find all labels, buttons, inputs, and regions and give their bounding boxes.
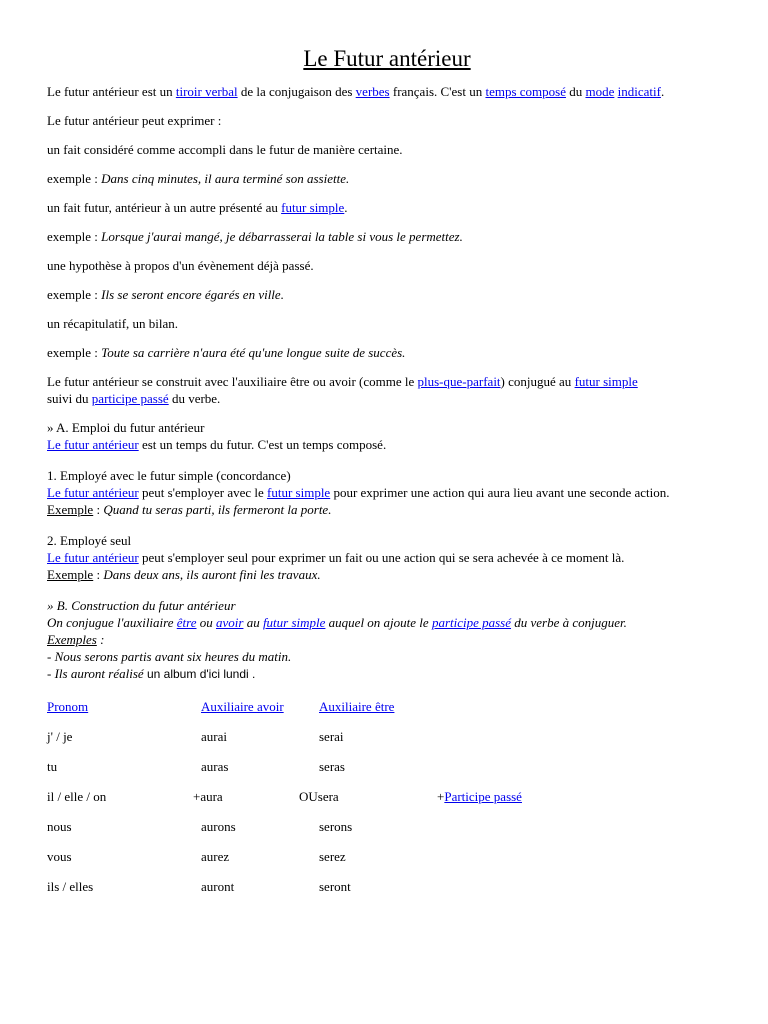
text: : [96, 632, 105, 647]
point-2-text [47, 549, 727, 566]
use-4: un récapitulatif, un bilan. [47, 316, 179, 331]
link-futur-anterieur[interactable]: Le futur antérieur [47, 437, 139, 452]
point-1 [47, 467, 727, 518]
point-2-heading: 2. Employé seul [47, 533, 132, 548]
link-participe-passe[interactable]: participe passé [91, 391, 169, 406]
table-cell [437, 729, 522, 759]
table-header-cell [47, 699, 201, 729]
table-cell [437, 849, 522, 879]
text: de la conjugaison des [237, 84, 356, 99]
point-2-example [47, 566, 727, 583]
cell-text: +aura [193, 789, 223, 804]
exemple-line-2 [47, 665, 727, 683]
page-title: Le Futur antérieur [303, 46, 471, 71]
section-a [47, 419, 727, 453]
table-header-row [47, 699, 522, 729]
link-futur-simple[interactable]: futur simple [574, 374, 638, 389]
link-futur-simple[interactable]: futur simple [267, 485, 331, 500]
text: suivi du [47, 391, 92, 406]
point-1-example [47, 501, 727, 518]
table-cell: tu [47, 759, 58, 774]
text: peut s'employer seul pour exprimer un fait ou une action qui se sera achevée à ce moment là. [138, 550, 625, 565]
example-2 [47, 228, 727, 245]
text: ou [196, 615, 216, 630]
use-1: un fait considéré comme accompli dans le futur de manière certaine. [47, 142, 403, 157]
example-label: exemple : [47, 229, 102, 244]
section-a-heading: » A. Emploi du futur antérieur [47, 420, 205, 435]
section-a-text [47, 436, 727, 453]
text: est un temps du futur. C'est un temps composé. [138, 437, 387, 452]
text: . [344, 200, 348, 215]
link-futur-simple[interactable]: futur simple [262, 615, 326, 630]
cell-text: OUsera [299, 789, 339, 804]
table-cell: aurons [201, 819, 236, 834]
table-cell: seront [319, 879, 351, 894]
table-row [47, 729, 522, 759]
table-header-cell [319, 699, 437, 729]
text: français. C'est un [389, 84, 486, 99]
table-cell: ils / elles [47, 879, 94, 894]
table-cell: vous [47, 849, 72, 864]
example-text: Lorsque j'aurai mangé, je débarrasserai la table si vous le permettez. [101, 229, 463, 244]
table-cell [299, 789, 437, 819]
link-tiroir-verbal[interactable]: tiroir verbal [175, 84, 238, 99]
table-cell: auras [201, 759, 229, 774]
exemples-label [47, 631, 727, 648]
text: Le futur antérieur se construit avec l'auxiliaire être ou avoir (comme le [47, 374, 418, 389]
link-verbes[interactable]: verbes [355, 84, 390, 99]
example-label: exemple : [47, 287, 102, 302]
section-b-text [47, 614, 727, 631]
table-cell: il / elle / on [47, 789, 107, 804]
point-1-heading: 1. Employé avec le futur simple (concordance) [47, 468, 291, 483]
use-3: une hypothèse à propos d'un évènement déjà passé. [47, 258, 314, 273]
text: On conjugue l'auxiliaire [47, 615, 177, 630]
example-label: exemple : [47, 345, 102, 360]
table-cell: auront [201, 879, 235, 894]
table-cell [437, 789, 522, 819]
point-1-text [47, 484, 727, 501]
text: : [93, 567, 104, 582]
example-label: Exemple [47, 502, 94, 517]
link-auxiliaire-etre[interactable]: Auxiliaire être [319, 699, 395, 714]
example-label: Exemple [47, 567, 94, 582]
link-etre[interactable]: être [176, 615, 197, 630]
link-avoir[interactable]: avoir [215, 615, 244, 630]
point-2 [47, 532, 727, 583]
use-2 [47, 199, 727, 216]
example-4 [47, 344, 727, 361]
table-row [47, 849, 522, 879]
document-page [47, 44, 727, 909]
example-text: Dans cinq minutes, il aura terminé son assiette. [101, 171, 350, 186]
table-row [47, 819, 522, 849]
exemple-line-1 [47, 648, 727, 665]
table-cell: aurez [201, 849, 230, 864]
table-row [47, 789, 522, 819]
example-1 [47, 170, 727, 187]
table-cell [437, 819, 522, 849]
example-text: Dans deux ans, ils auront fini les travaux. [103, 567, 321, 582]
link-mode[interactable]: mode [585, 84, 615, 99]
link-participe-passe[interactable]: participe passé [431, 615, 512, 630]
text: au [243, 615, 263, 630]
table-cell: serai [319, 729, 344, 744]
construit-paragraph [47, 373, 727, 407]
exprimer-paragraph: Le futur antérieur peut exprimer : [47, 113, 222, 128]
table-row [47, 759, 522, 789]
example-text: Ils se seront encore égarés en ville. [101, 287, 284, 302]
link-participe-passe[interactable]: Participe passé [444, 789, 522, 804]
table-cell: j' / je [47, 729, 73, 744]
table-cell [437, 879, 522, 909]
example-text: Toute sa carrière n'aura été qu'une longue suite de succès. [101, 345, 406, 360]
heading-text: » B. Construction du futur antérieur [47, 598, 236, 613]
label: Exemples [47, 632, 97, 647]
table-cell: nous [47, 819, 72, 834]
table-header-cell [437, 699, 522, 729]
link-temps-compose[interactable]: temps composé [485, 84, 566, 99]
text: pour exprimer une action qui aura lieu avant une seconde action. [330, 485, 670, 500]
table-cell: seras [319, 759, 345, 774]
link-indicatif[interactable]: indicatif [617, 84, 661, 99]
link-pronom[interactable]: Pronom [47, 699, 89, 714]
text: . [660, 84, 665, 99]
example-text: un album d'ici lundi . [143, 667, 256, 681]
table-cell: aurai [201, 729, 227, 744]
example-label: exemple : [47, 171, 102, 186]
example-text: Quand tu seras parti, ils fermeront la porte. [103, 502, 332, 517]
text: ) conjugué au [500, 374, 575, 389]
text: auquel on ajoute le [325, 615, 432, 630]
link-plus-que-parfait[interactable]: plus-que-parfait [417, 374, 501, 389]
example-text: - Ils auront réalisé [47, 666, 144, 681]
intro-paragraph [47, 83, 727, 100]
link-futur-anterieur[interactable]: Le futur antérieur [47, 485, 139, 500]
link-futur-anterieur[interactable]: Le futur antérieur [47, 550, 139, 565]
example-3 [47, 286, 727, 303]
table-header-cell [201, 699, 319, 729]
text: Le futur antérieur est un [47, 84, 176, 99]
section-b-heading [47, 597, 727, 614]
link-auxiliaire-avoir[interactable]: Auxiliaire avoir [201, 699, 284, 714]
text: du verbe à conjuguer. [511, 615, 627, 630]
conjugation-table [47, 699, 522, 909]
table-cell [437, 759, 522, 789]
text: peut s'employer avec le [138, 485, 268, 500]
table-cell: serez [319, 849, 346, 864]
example-text: - Nous serons partis avant six heures du matin. [47, 649, 292, 664]
text: du [565, 84, 586, 99]
table-cell: serons [319, 819, 353, 834]
link-futur-simple[interactable]: futur simple [281, 200, 345, 215]
table-row [47, 879, 522, 909]
section-b [47, 597, 727, 683]
text: du verbe. [168, 391, 221, 406]
text: : [93, 502, 104, 517]
text: un fait futur, antérieur à un autre présenté au [47, 200, 282, 215]
plus-sign: + [437, 789, 445, 804]
